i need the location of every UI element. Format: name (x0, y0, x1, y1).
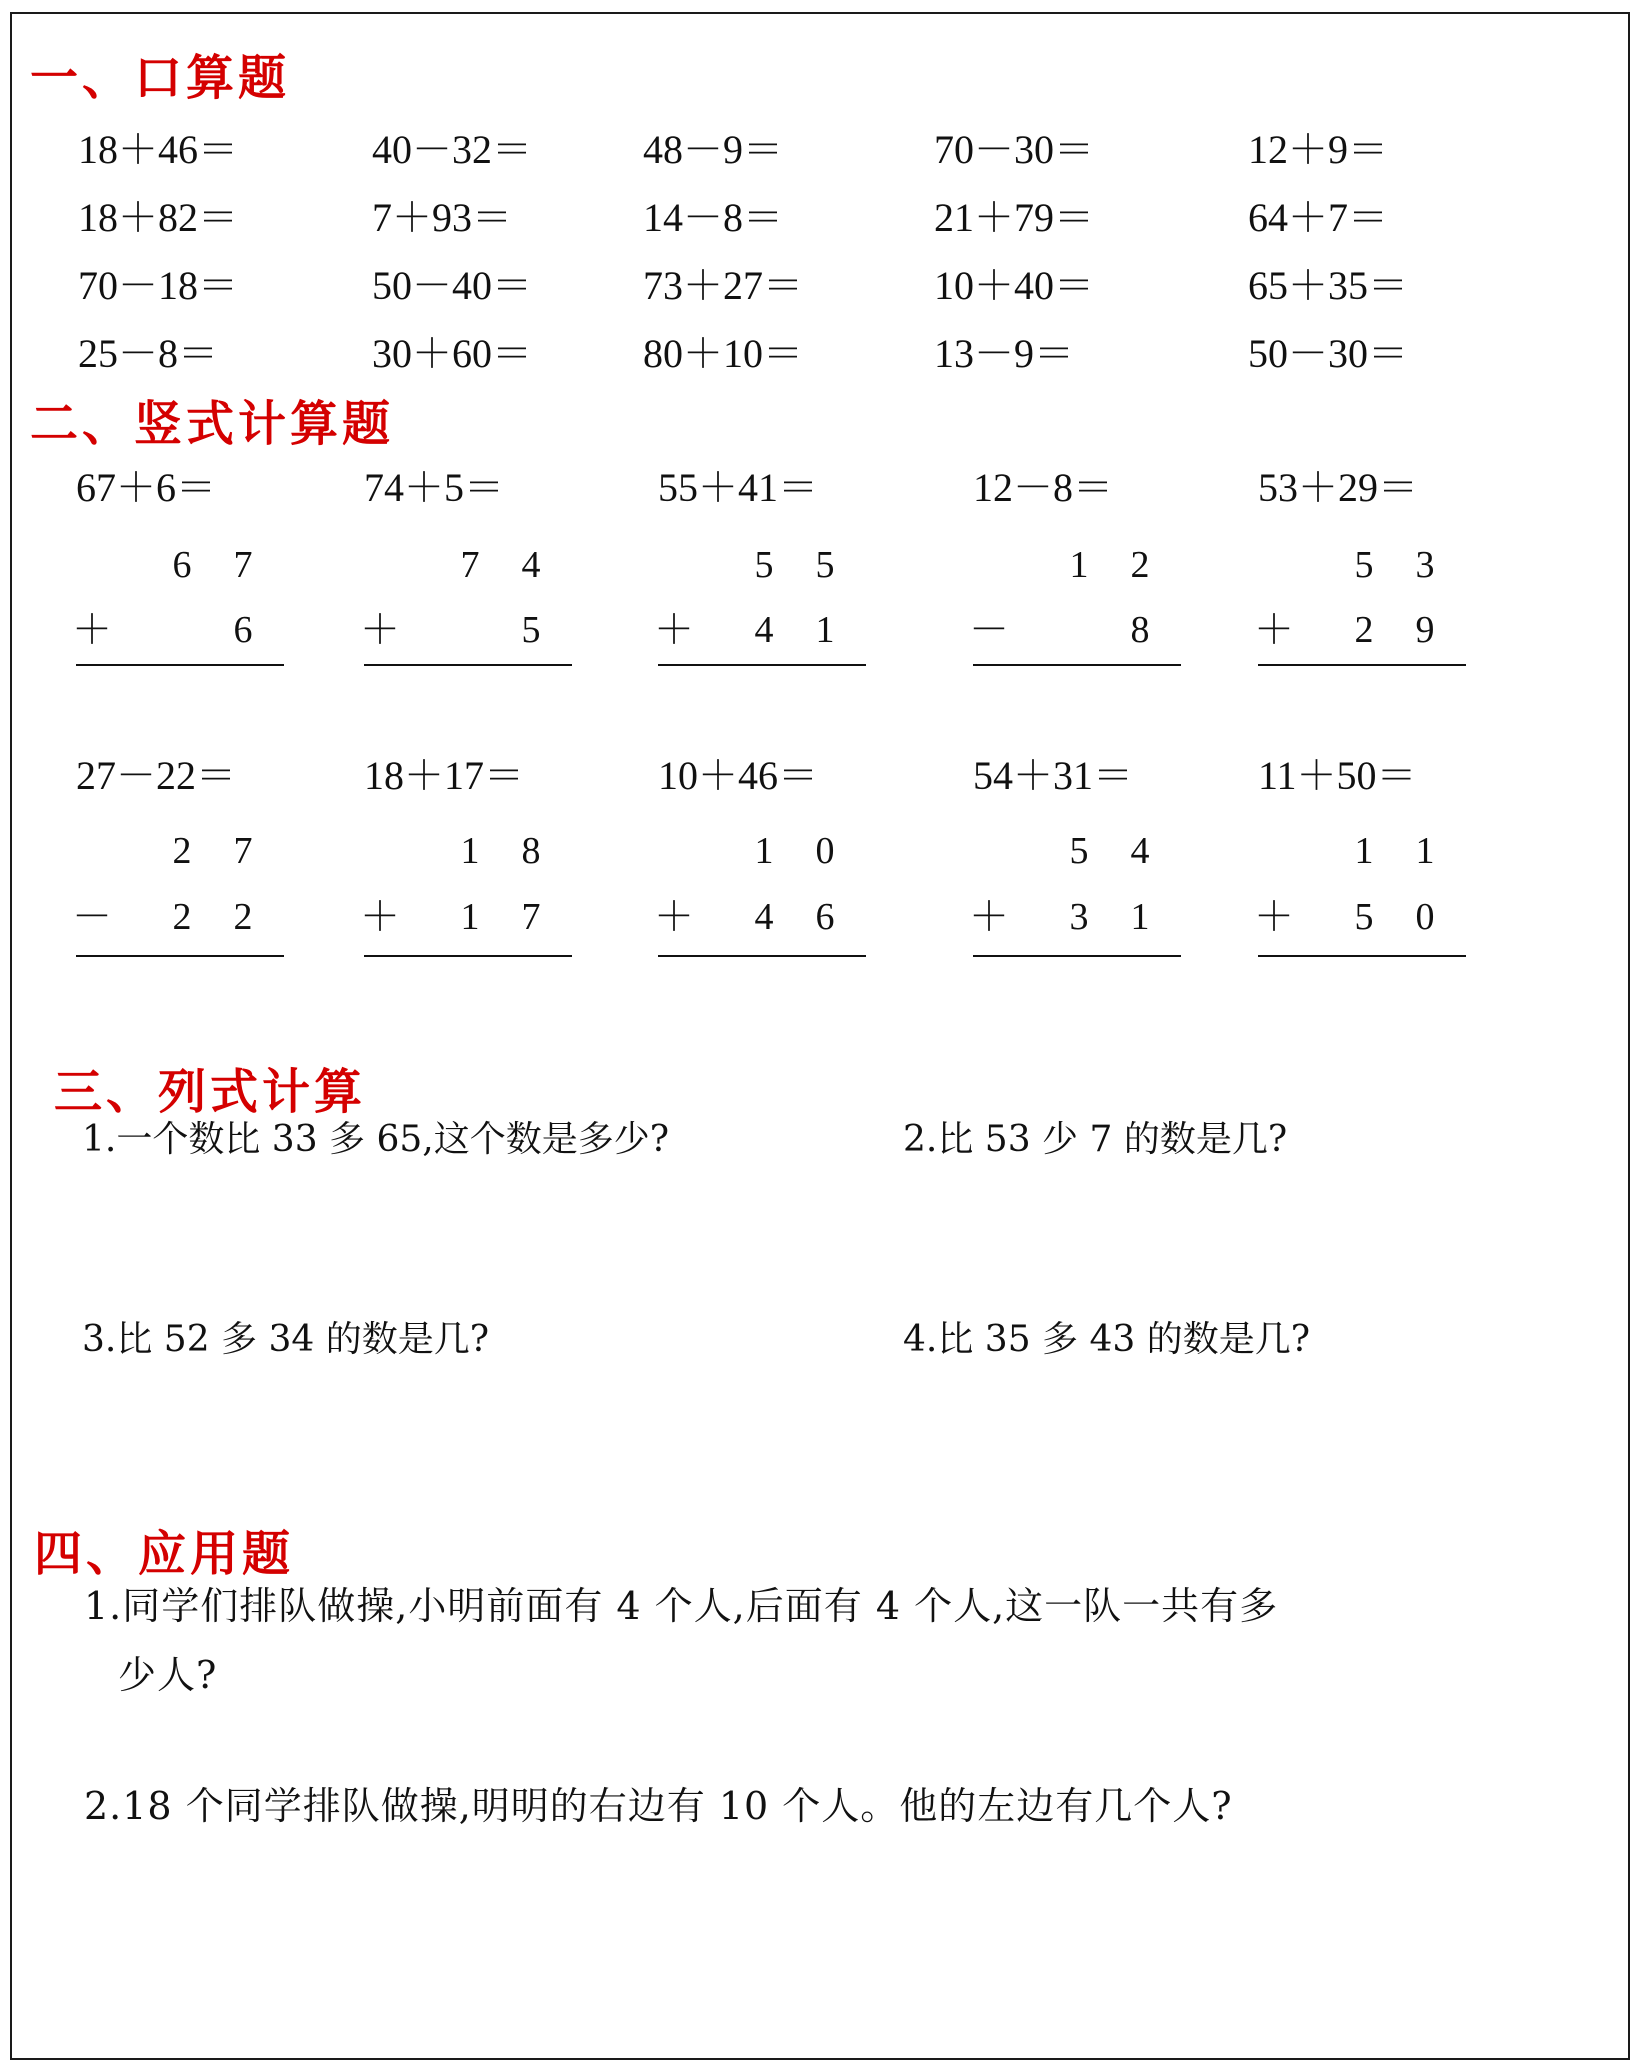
word-question-1-line-1: 1.同学们排队做操,小明前面有 4 个人,后面有 4 个人,这一队一共有多 (84, 1584, 1279, 1628)
plus-sign: ＋ (654, 894, 694, 939)
top-digit: 0 (815, 830, 835, 872)
answer-line (76, 664, 284, 666)
written-question-4: 4.比 35 多 43 的数是几? (903, 1319, 1311, 1360)
oral-problem: 65＋35＝ (1248, 263, 1408, 308)
vertical-problem-expression: 74＋5＝ (364, 465, 504, 510)
oral-problem: 64＋7＝ (1248, 195, 1388, 240)
top-digit: 7 (233, 830, 253, 872)
plus-sign: ＋ (1254, 894, 1294, 939)
vertical-problem-expression: 53＋29＝ (1258, 465, 1418, 510)
top-digit: 2 (172, 830, 192, 872)
bottom-digit: 8 (1130, 609, 1150, 651)
top-digit: 7 (233, 544, 253, 586)
bottom-digit: 4 (754, 609, 774, 651)
oral-problem: 70－18＝ (78, 263, 238, 308)
vertical-problem-expression: 11＋50＝ (1258, 753, 1417, 798)
oral-problem: 80＋10＝ (643, 331, 803, 376)
plus-sign: ＋ (1254, 607, 1294, 652)
bottom-digit: 2 (233, 896, 253, 938)
oral-problem: 73＋27＝ (643, 263, 803, 308)
plus-sign: ＋ (969, 894, 1009, 939)
answer-line (658, 955, 866, 957)
oral-problem: 18＋82＝ (78, 195, 238, 240)
bottom-digit: 7 (521, 896, 541, 938)
bottom-digit: 1 (460, 896, 480, 938)
oral-problem: 12＋9＝ (1248, 127, 1388, 172)
answer-line (973, 664, 1181, 666)
minus-sign: － (969, 607, 1009, 652)
top-digit: 3 (1415, 544, 1435, 586)
bottom-digit: 5 (1354, 896, 1374, 938)
vertical-problem-expression: 54＋31＝ (973, 753, 1133, 798)
vertical-problem-expression: 18＋17＝ (364, 753, 524, 798)
word-question-2: 2.18 个同学排队做操,明明的右边有 10 个人。他的左边有几个人? (84, 1784, 1233, 1828)
top-digit: 5 (815, 544, 835, 586)
written-question-3: 3.比 52 多 34 的数是几? (82, 1319, 490, 1360)
oral-problem: 50－40＝ (372, 263, 532, 308)
written-question-1: 1.一个数比 33 多 65,这个数是多少? (82, 1119, 670, 1160)
vertical-problem-expression: 10＋46＝ (658, 753, 818, 798)
top-digit: 4 (1130, 830, 1150, 872)
answer-line (364, 955, 572, 957)
oral-problem: 48－9＝ (643, 127, 783, 172)
top-digit: 7 (460, 544, 480, 586)
top-digit: 1 (754, 830, 774, 872)
bottom-digit: 4 (754, 896, 774, 938)
oral-problem: 40－32＝ (372, 127, 532, 172)
top-digit: 1 (460, 830, 480, 872)
top-digit: 8 (521, 830, 541, 872)
answer-line (1258, 955, 1466, 957)
bottom-digit: 1 (815, 609, 835, 651)
answer-line (658, 664, 866, 666)
page-border (10, 12, 1630, 2060)
answer-line (364, 664, 572, 666)
bottom-digit: 9 (1415, 609, 1435, 651)
oral-problem: 30＋60＝ (372, 331, 532, 376)
oral-problem: 13－9＝ (934, 331, 1074, 376)
oral-problem: 25－8＝ (78, 331, 218, 376)
bottom-digit: 0 (1415, 896, 1435, 938)
section-title-word: 四、应用题 (34, 1526, 295, 1582)
bottom-digit: 6 (815, 896, 835, 938)
top-digit: 1 (1069, 544, 1089, 586)
oral-problem: 18＋46＝ (78, 127, 238, 172)
written-question-2: 2.比 53 少 7 的数是几? (903, 1119, 1288, 1160)
plus-sign: ＋ (72, 607, 112, 652)
bottom-digit: 1 (1130, 896, 1150, 938)
oral-problem: 21＋79＝ (934, 195, 1094, 240)
oral-problem: 7＋93＝ (372, 195, 512, 240)
plus-sign: ＋ (360, 894, 400, 939)
top-digit: 1 (1415, 830, 1435, 872)
section-title-vertical: 二、竖式计算题 (30, 396, 395, 452)
bottom-digit: 2 (172, 896, 192, 938)
top-digit: 5 (754, 544, 774, 586)
section-title-oral: 一、口算题 (30, 50, 291, 106)
section-title-written: 三、列式计算 (54, 1064, 367, 1120)
bottom-digit: 6 (233, 609, 253, 651)
top-digit: 1 (1354, 830, 1374, 872)
vertical-problem-expression: 27－22＝ (76, 753, 236, 798)
bottom-digit: 5 (521, 609, 541, 651)
vertical-problem-expression: 12－8＝ (973, 465, 1113, 510)
word-question-1-line-2: 少人? (118, 1653, 218, 1697)
minus-sign: － (72, 894, 112, 939)
oral-problem: 14－8＝ (643, 195, 783, 240)
plus-sign: ＋ (360, 607, 400, 652)
top-digit: 2 (1130, 544, 1150, 586)
vertical-problem-expression: 55＋41＝ (658, 465, 818, 510)
top-digit: 6 (172, 544, 192, 586)
plus-sign: ＋ (654, 607, 694, 652)
top-digit: 5 (1354, 544, 1374, 586)
top-digit: 4 (521, 544, 541, 586)
top-digit: 5 (1069, 830, 1089, 872)
bottom-digit: 3 (1069, 896, 1089, 938)
oral-problem: 70－30＝ (934, 127, 1094, 172)
answer-line (973, 955, 1181, 957)
oral-problem: 50－30＝ (1248, 331, 1408, 376)
vertical-problem-expression: 67＋6＝ (76, 465, 216, 510)
answer-line (76, 955, 284, 957)
answer-line (1258, 664, 1466, 666)
bottom-digit: 2 (1354, 609, 1374, 651)
oral-problem: 10＋40＝ (934, 263, 1094, 308)
